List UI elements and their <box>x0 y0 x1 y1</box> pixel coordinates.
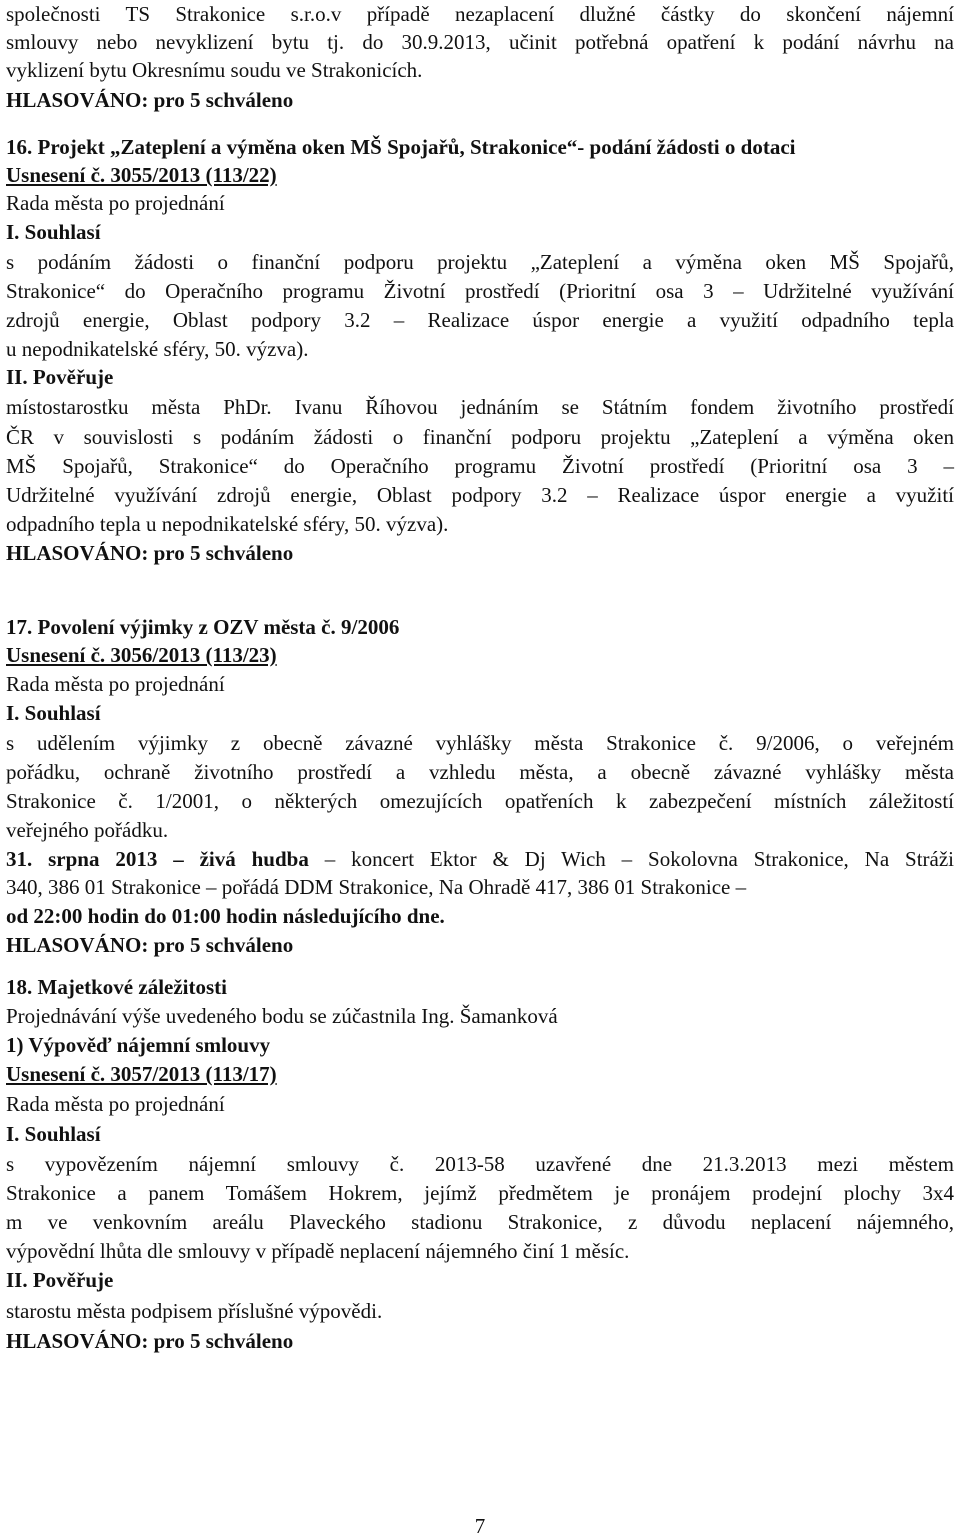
item-17-resolution: Usnesení č. 3056/2013 (113/23) <box>6 643 277 667</box>
item-16-agree-text-4: u nepodnikatelské sféry, 50. výzva). <box>6 337 309 361</box>
item-17-event-line-1 <box>6 845 954 873</box>
item-17-agree-label: I. Souhlasí <box>6 701 101 725</box>
event-date-bold: 31. srpna 2013 – živá hudba <box>6 847 309 871</box>
item-17-agree-text-4: veřejného pořádku. <box>6 818 169 842</box>
item-18-agree-text-3: m ve venkovním areálu Plaveckého stadionu Strakonice, z důvodu neplacení nájemného, <box>6 1210 954 1234</box>
vote-result-intro: HLASOVÁNO: pro 5 schváleno <box>6 88 294 112</box>
item-16-authorize-text-1: místostarostku města PhDr. Ivanu Říhovou jednáním se Státním fondem životního prostředí <box>6 395 954 419</box>
event-details: – koncert Ektor & Dj Wich – Sokolovna Strakonice, Na Stráži <box>308 847 954 871</box>
item-16-agree-text-2: Strakonice“ do Operačního programu Životní prostředí (Prioritní osa 3 – Udržitelné využívání <box>6 279 954 303</box>
item-18-attendance: Projednávání výše uvedeného bodu se zúčastnila Ing. Šamanková <box>6 1004 558 1028</box>
item-18-agree-text-1: s vypovězením nájemní smlouvy č. 2013-58 uzavřené dne 21.3.2013 mezi městem <box>6 1152 954 1176</box>
item-17-agree-text-1: s udělením výjimky z obecně závazné vyhlášky města Strakonice č. 9/2006, o veřejném <box>6 731 954 755</box>
vote-result-16: HLASOVÁNO: pro 5 schváleno <box>6 541 294 565</box>
item-17-event-time: od 22:00 hodin do 01:00 hodin následujícího dne. <box>6 904 445 928</box>
item-16-council: Rada města po projednání <box>6 191 225 215</box>
item-17-event-line-2: 340, 386 01 Strakonice – pořádá DDM Strakonice, Na Ohradě 417, 386 01 Strakonice – <box>6 875 747 899</box>
item-18-authorize-text: starostu města podpisem příslušné výpovědi. <box>6 1299 383 1323</box>
item-18-resolution: Usnesení č. 3057/2013 (113/17) <box>6 1062 277 1086</box>
item-16-agree-label: I. Souhlasí <box>6 220 101 244</box>
item-17-agree-text-3: Strakonice č. 1/2001, o některých omezujících opatřeních k zabezpečení místních záležitostí <box>6 789 954 813</box>
item-16-authorize-text-5: odpadního tepla u nepodnikatelské sféry, 50. výzva). <box>6 512 449 536</box>
item-18-sub-heading: 1) Výpověď nájemní smlouvy <box>6 1033 271 1057</box>
item-17-agree-text-2: pořádku, ochraně životního prostředí a vzhledu města, a obecně závazné vyhlášky města <box>6 760 954 784</box>
item-17-heading: 17. Povolení výjimky z OZV města č. 9/2006 <box>6 615 400 639</box>
item-16-authorize-text-3: MŠ Spojařů, Strakonice“ do Operačního programu Životní prostředí (Prioritní osa 3 – <box>6 454 954 478</box>
item-16-agree-text-1: s podáním žádosti o finanční podporu projektu „Zateplení a výměna oken MŠ Spojařů, <box>6 250 954 274</box>
page-number: 7 <box>474 1514 486 1538</box>
item-18-heading: 18. Majetkové záležitosti <box>6 975 228 999</box>
item-18-agree-text-2: Strakonice a panem Tomášem Hokrem, jejímž předmětem je pronájem prodejní plochy 3x4 <box>6 1181 954 1205</box>
item-18-agree-label: I. Souhlasí <box>6 1122 101 1146</box>
item-18-agree-text-4: výpovědní lhůta dle smlouvy v případě neplacení nájemného činí 1 měsíc. <box>6 1239 630 1263</box>
item-18-council: Rada města po projednání <box>6 1092 225 1116</box>
item-18-authorize-label: II. Pověřuje <box>6 1268 114 1292</box>
item-16-agree-text-3: zdrojů energie, Oblast podpory 3.2 – Realizace úspor energie a využití odpadního tepla <box>6 308 954 332</box>
vote-result-18: HLASOVÁNO: pro 5 schváleno <box>6 1329 294 1353</box>
item-16-resolution: Usnesení č. 3055/2013 (113/22) <box>6 163 277 187</box>
item-16-heading: 16. Projekt „Zateplení a výměna oken MŠ Spojařů, Strakonice“- podání žádosti o dotaci <box>6 135 796 159</box>
vote-result-17: HLASOVÁNO: pro 5 schváleno <box>6 933 294 957</box>
item-16-authorize-label: II. Pověřuje <box>6 365 114 389</box>
item-16-authorize-text-2: ČR v souvislosti s podáním žádosti o finanční podporu projektu „Zateplení a výměna oken <box>6 425 954 449</box>
intro-line-1: společnosti TS Strakonice s.r.o.v případě nezaplacení dlužné částky do skončení nájemní <box>6 2 954 26</box>
item-17-council: Rada města po projednání <box>6 672 225 696</box>
item-16-authorize-text-4: Udržitelné využívání zdrojů energie, Oblast podpory 3.2 – Realizace úspor energie a využití <box>6 483 954 507</box>
intro-line-2: smlouvy nebo nevyklizení bytu tj. do 30.9.2013, učinit potřebná opatření k podání návrhu na <box>6 30 954 54</box>
intro-line-3: vyklizení bytu Okresnímu soudu ve Strakonicích. <box>6 58 423 82</box>
